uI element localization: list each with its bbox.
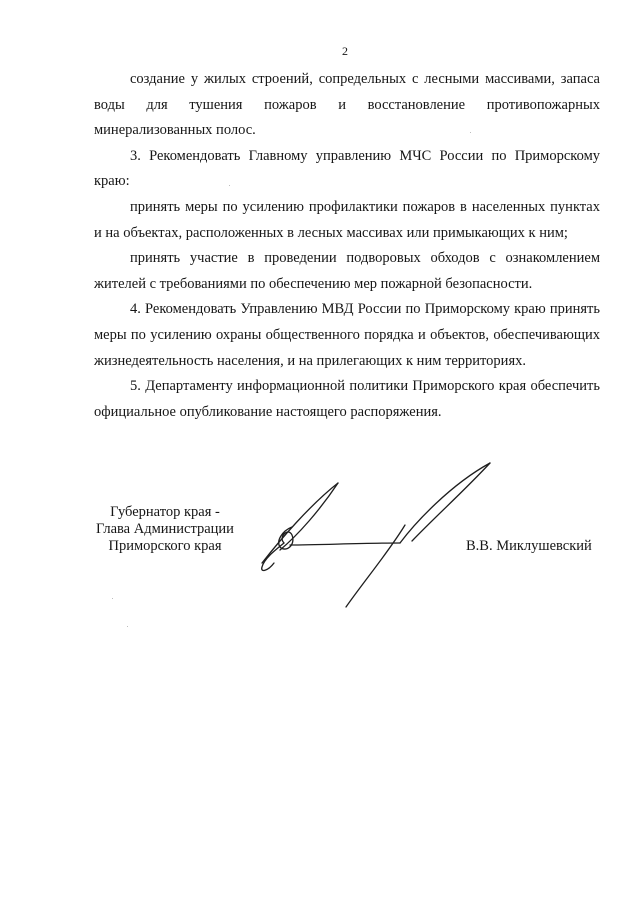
paragraph-fire-water-supply: создание у жилых строений, сопредельных с лесными массивами, запаса воды для тушения пожаров и восстановление противопожарных минерализованных полос.	[94, 71, 600, 139]
page-number: 2	[342, 44, 348, 58]
paragraph-item-5-publication: 5. Департаменту информационной политики Приморского края обеспечить официальное опубликование настоящего распоряжения.	[94, 378, 600, 420]
signatory-title-line-2: Глава Администрации	[96, 521, 234, 537]
handwritten-signature	[240, 455, 500, 615]
scan-speck	[229, 185, 230, 186]
scan-speck	[470, 132, 471, 133]
signatory-title	[80, 504, 250, 555]
signatory-title-line-1: Губернатор края -	[110, 504, 220, 520]
signatory-name: В.В. Миклушевский	[466, 538, 592, 554]
scan-speck	[127, 626, 128, 627]
paragraph-item-3-mchs: 3. Рекомендовать Главному управлению МЧС России по Приморскому краю:	[94, 147, 600, 190]
paragraph-item-4-mvd: 4. Рекомендовать Управлению МВД России по Приморскому краю принять меры по усилению охраны общественного порядка и объектов, обеспечивающих жизнедеятельность населения, и на прилегающих к ним территориях.	[94, 301, 600, 369]
signatory-title-line-3: Приморского края	[108, 538, 222, 554]
paragraph-door-to-door-inspections: принять участие в проведении подворовых обходов с ознакомлением жителей с требованиями по обеспечению мер пожарной безопасности.	[94, 250, 600, 292]
scan-speck	[112, 598, 113, 599]
paragraph-prevention-measures: принять меры по усилению профилактики пожаров в населенных пунктах и на объектах, расположенных в лесных массивах или примыкающих к ним;	[94, 198, 600, 241]
document-body	[94, 67, 600, 425]
